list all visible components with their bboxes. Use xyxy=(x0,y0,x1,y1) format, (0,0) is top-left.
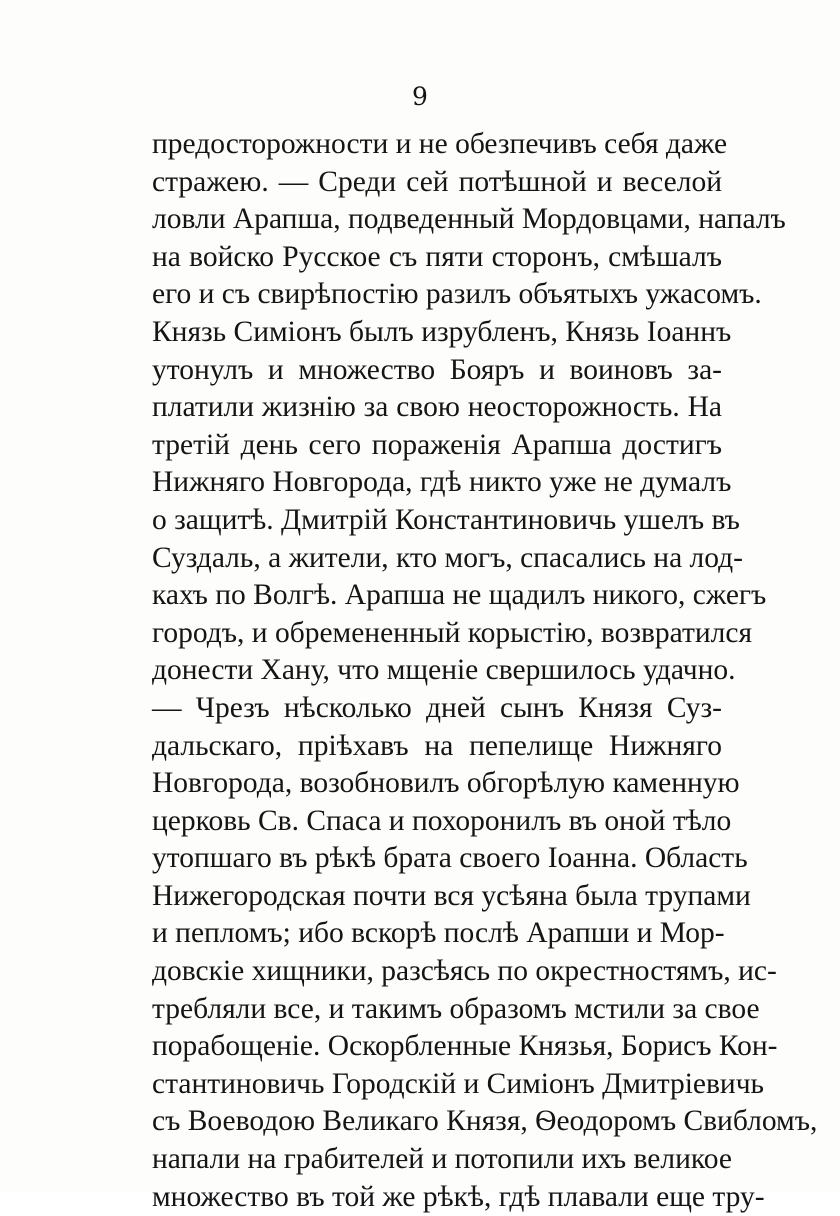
text-line: напали на грабителей и потопили ихъ великое xyxy=(152,1143,732,1176)
text-line: Нижняго Новгорода, гдѣ никто уже не думалъ xyxy=(152,466,732,499)
text-line: утопшаго въ рѣкѣ брата своего Іоанна. Область xyxy=(152,842,748,875)
text-line: Новгорода, возобновилъ обгорѣлую каменную xyxy=(152,767,740,800)
text-line: множество въ той же рѣкѣ, гдѣ плавали еще тру- xyxy=(152,1180,765,1213)
text-line: требляли все, и такимъ образомъ мстили за свое xyxy=(152,992,760,1025)
text-line: церковь Св. Спаса и похоронилъ въ оной тѣло xyxy=(152,804,732,837)
text-line: ловли Арапша, подведенный Мордовцами, напалъ xyxy=(152,203,786,236)
text-line: и пепломъ; ибо вскорѣ послѣ Арапши и Мор- xyxy=(152,917,725,950)
text-line: о защитѣ. Дмитрій Константиновичь ушелъ въ xyxy=(152,503,740,536)
text-line: предосторожности и не обезпечивъ себя даже xyxy=(152,128,728,160)
text-line: Нижегородская почти вся усѣяна была трупами xyxy=(152,879,751,912)
text-line: его и съ свирѣпостію разилъ объятыхъ ужасомъ. xyxy=(152,278,762,311)
text-line: Князь Симіонъ былъ изрубленъ, Князь Іоаннъ xyxy=(152,315,732,348)
text-line: довскіе хищники, разсѣясь по окрестностямъ, ис- xyxy=(152,955,777,988)
text-line: на войско Русское съ пяти сторонъ, смѣшалъ xyxy=(152,240,722,273)
text-line: съ Воеводою Великаго Князя, Ѳеодоромъ Свибломъ, xyxy=(152,1105,818,1138)
body-text xyxy=(152,126,818,1216)
text-line: городъ, и обремененный корыстію, возвратился xyxy=(152,616,753,649)
text-line: третій день сего пораженія Арапша достигъ xyxy=(152,428,722,461)
text-line: порабощеніе. Оскорбленные Князья, Борисъ Кон- xyxy=(152,1030,778,1063)
text-line: стражею. — Среди сей потѣшной и веселой xyxy=(152,165,722,198)
text-line: дальскаго, пріѣхавъ на пепелище Нижняго xyxy=(152,729,722,762)
text-line: платили жизнію за свою неосторожность. На xyxy=(152,391,722,424)
text-line: утонулъ и множество Бояръ и воиновъ за- xyxy=(152,353,722,386)
text-line: кахъ по Волгѣ. Арапша не щадилъ никого, сжегъ xyxy=(152,579,767,612)
text-line: донести Хану, что мщеніе свершилось удачно. xyxy=(152,654,736,687)
text-line: стантиновичь Городскій и Симіонъ Дмитріевичь xyxy=(152,1067,765,1100)
page-number: 9 xyxy=(412,82,428,111)
text-line: — Чрезъ нѣсколько дней сынъ Князя Суз- xyxy=(152,691,722,724)
text-line: Суздаль, а жители, кто могъ, спасались на лод- xyxy=(152,541,743,574)
